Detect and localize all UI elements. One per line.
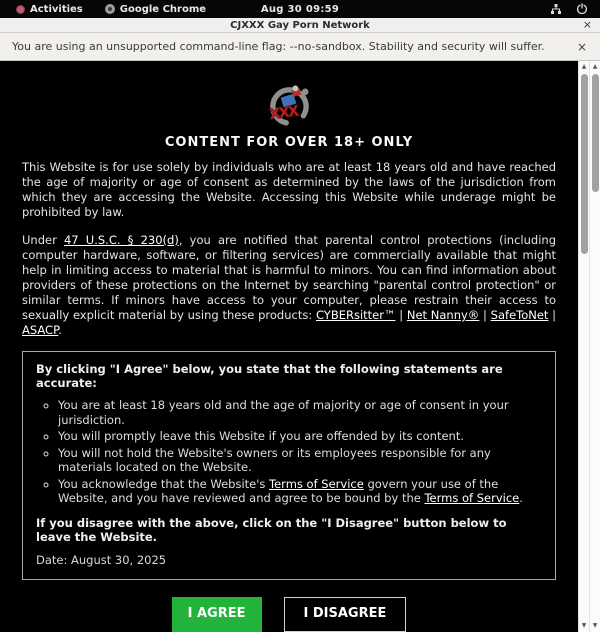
i-disagree-button[interactable]: I DISAGREE bbox=[284, 597, 407, 632]
activities-button[interactable] bbox=[8, 4, 91, 15]
terms-of-service-link[interactable]: Terms of Service bbox=[424, 491, 520, 505]
agreement-item: ◦ You will promptly leave this Website if you are offended by its content. bbox=[58, 429, 542, 444]
date-line: Date: August 30, 2025 bbox=[36, 552, 167, 567]
gnome-top-bar bbox=[0, 0, 600, 18]
paragraph-text: , you are notified that parental control protections (including computer hardware, software, or filtering services) are commercially available that might help in limiting access to material that is harmful to minors. You can find information about providers of these protections on the Internet by searching "parental control protection" or similar terms. If minors have access to your computer, please restrain their access to sexually explicit material by using these products: bbox=[22, 233, 556, 322]
age-statement-paragraph: This Website is for use solely by individuals who are at least 18 years old and have reached the age of majority or age of consent as determined by the laws of the jurisdiction from which they are accessing the Website. Accessing this Website while underage might be prohibited by law. bbox=[22, 160, 556, 219]
outer-scrollbar[interactable] bbox=[589, 61, 600, 632]
i-agree-button[interactable]: I AGREE bbox=[172, 597, 262, 632]
chrome-icon bbox=[105, 4, 115, 14]
age-gate-page bbox=[0, 61, 578, 632]
item-text: You acknowledge that the Website's bbox=[58, 476, 270, 491]
browser-viewport bbox=[0, 61, 600, 632]
agreement-item: ◦ You are at least 18 years old and the age of majority or age of consent in your jurisdiction. bbox=[58, 398, 542, 427]
agreement-box bbox=[22, 351, 556, 580]
parental-control-paragraph bbox=[22, 233, 556, 338]
separator: | bbox=[548, 308, 557, 322]
app-menu-google-chrome[interactable] bbox=[97, 4, 214, 15]
agreement-intro: By clicking "I Agree" below, you state that the following statements are accurate: bbox=[36, 362, 503, 390]
inner-scrollbar-thumb[interactable] bbox=[581, 74, 588, 254]
window-close-button[interactable]: × bbox=[582, 18, 592, 31]
scroll-up-arrow-icon[interactable]: ▲ bbox=[592, 63, 598, 70]
separator: | bbox=[479, 308, 491, 322]
outer-scrollbar-thumb[interactable] bbox=[592, 74, 599, 192]
netnanny-link[interactable]: Net Nanny® bbox=[406, 308, 480, 322]
agreement-item: ◦ You will not hold the Website's owners or its employees responsible for any materials located on the Website. bbox=[58, 446, 542, 475]
asacp-link[interactable]: ASACP bbox=[22, 323, 59, 337]
statute-link[interactable]: 47 U.S.C. § 230(d) bbox=[63, 233, 179, 247]
cjxxx-logo-icon bbox=[266, 82, 313, 129]
separator: | bbox=[395, 308, 407, 322]
clock[interactable]: Aug 30 09:59 bbox=[260, 3, 340, 15]
top-bar-left bbox=[0, 4, 214, 15]
scroll-down-arrow-icon[interactable]: ▼ bbox=[592, 621, 598, 629]
inner-scrollbar[interactable] bbox=[578, 61, 589, 632]
app-menu-label: Google Chrome bbox=[119, 3, 207, 15]
infobar-close-button[interactable]: × bbox=[576, 39, 587, 54]
sentence-end: . bbox=[58, 323, 62, 337]
agreement-list bbox=[36, 398, 542, 506]
terms-of-service-link[interactable]: Terms of Service bbox=[269, 476, 364, 491]
item-text: govern your use of the Website, and you have reviewed and agree to be bound by the bbox=[58, 476, 499, 505]
system-tray bbox=[550, 3, 600, 15]
svg-text:XXX: XXX bbox=[267, 102, 298, 124]
paragraph-text: Under bbox=[22, 233, 64, 247]
activities-label: Activities bbox=[30, 3, 83, 15]
cybersitter-link[interactable]: CYBERsitter™ bbox=[315, 308, 396, 322]
safetonet-link[interactable]: SafeToNet bbox=[490, 308, 549, 322]
power-icon[interactable] bbox=[576, 3, 588, 15]
scroll-down-arrow-icon[interactable]: ▼ bbox=[581, 621, 587, 629]
sentence-end: . bbox=[519, 491, 523, 505]
recording-indicator-icon bbox=[16, 5, 25, 14]
consent-buttons-row bbox=[22, 597, 556, 632]
agreement-item-terms bbox=[58, 477, 542, 506]
disagree-note: If you disagree with the above, click on the "I Disagree" button below to leave the Website. bbox=[36, 515, 507, 544]
scroll-up-arrow-icon[interactable]: ▲ bbox=[581, 63, 587, 70]
network-icon[interactable] bbox=[550, 3, 562, 15]
infobar-message: You are using an unsupported command-line flag: --no-sandbox. Stability and security will suffer. bbox=[12, 40, 545, 53]
page-title: CONTENT FOR OVER 18+ ONLY bbox=[164, 135, 414, 150]
window-title: CJXXX Gay Porn Network bbox=[230, 19, 370, 31]
chrome-infobar bbox=[0, 33, 600, 61]
window-title-bar bbox=[0, 18, 600, 33]
